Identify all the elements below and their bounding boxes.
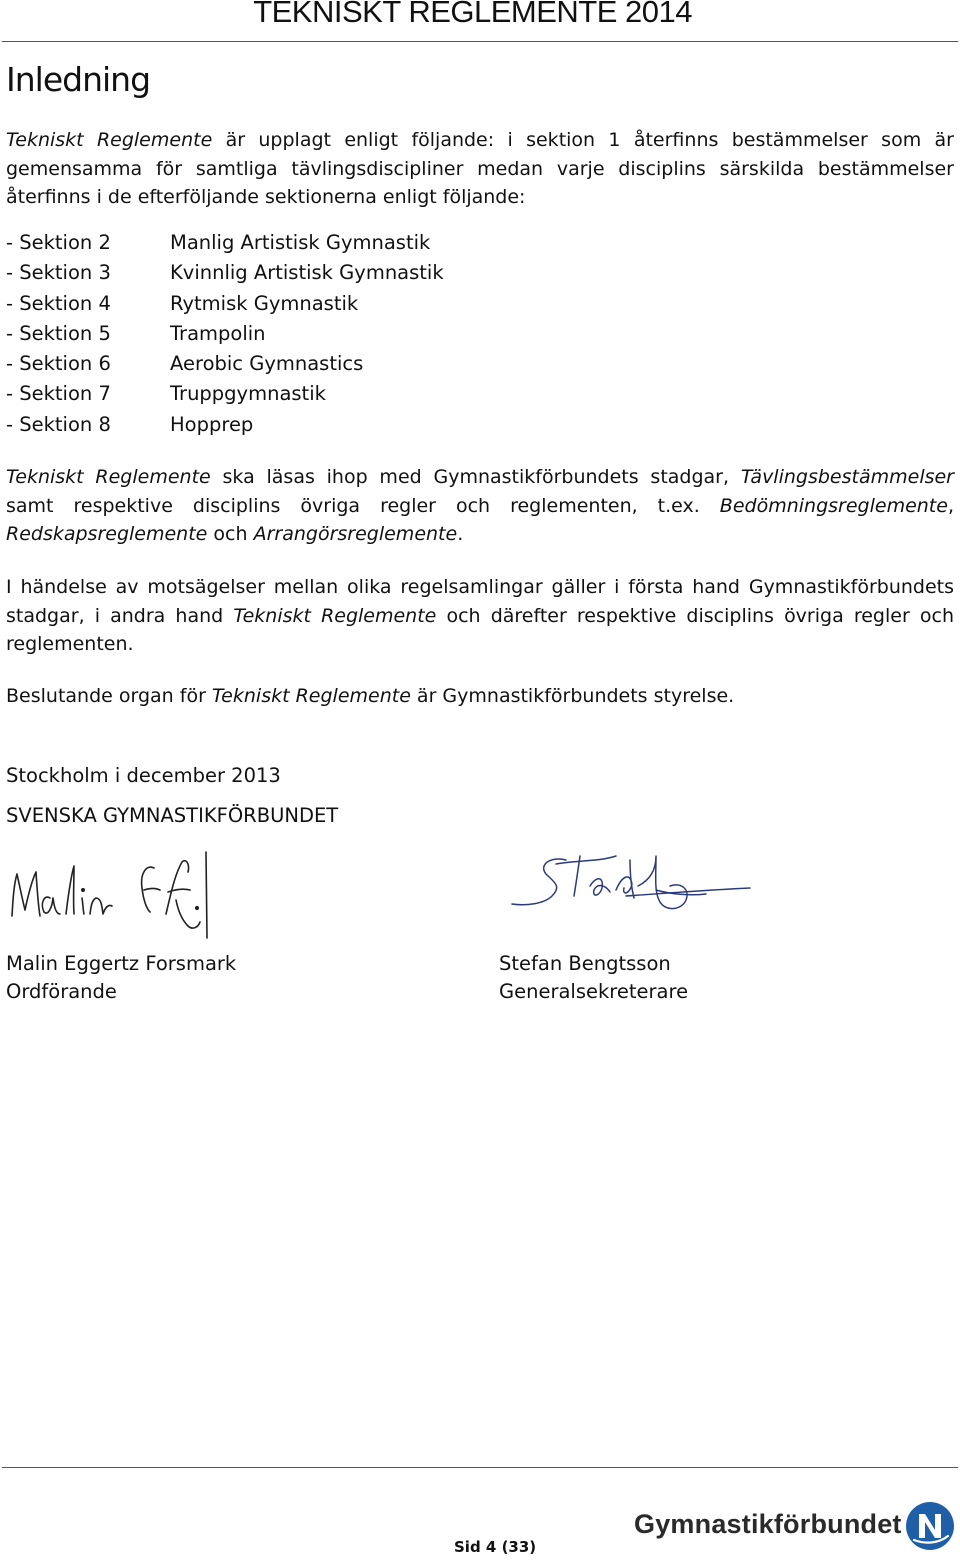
italic-term: Tävlingsbestämmelser: [740, 466, 954, 488]
page-number: Sid 4 (33): [454, 1538, 537, 1556]
related-rules-paragraph: [6, 463, 954, 549]
section-name: Trampolin: [170, 321, 266, 345]
section-number: - Sektion 8: [6, 412, 111, 436]
page-heading: Inledning: [6, 60, 151, 99]
signature-malin: [4, 848, 210, 943]
paragraph-text: samt respektive disciplins övriga regler och reglementen, t.ex.: [6, 494, 720, 517]
paragraph-text: Beslutande organ för: [6, 685, 212, 707]
section-name: Kvinnlig Artistisk Gymnastik: [170, 261, 444, 285]
section-number: - Sektion 7: [6, 382, 111, 406]
intro-paragraph: [6, 126, 954, 212]
signatory-name: Stefan Bengtsson: [499, 952, 671, 975]
document-header-title: TEKNISKT REGLEMENTE 2014: [253, 0, 692, 29]
section-name: Truppgymnastik: [170, 382, 326, 406]
paragraph-text: och: [207, 523, 254, 545]
precedence-paragraph: [6, 573, 954, 659]
section-name: Hopprep: [170, 412, 254, 436]
italic-term: Arrangörsreglemente: [253, 523, 458, 545]
italic-term: Redskapsreglemente: [6, 523, 208, 545]
organization-logo-text: Gymnastikförbundet: [634, 1509, 902, 1539]
paragraph-text: är upplagt enligt följande: i sektion 1 återfinns bestämmelser som är gemensamma för samtliga tävlingsdiscipliner medan varje disciplins särskilda bestämmelser återfinns i de efterföljande sektionerna enligt följande:: [6, 129, 954, 208]
italic-term: Tekniskt Reglemente: [211, 685, 411, 707]
section-name: Rytmisk Gymnastik: [170, 291, 359, 315]
paragraph-text: ska läsas ihop med Gymnastikförbundets stadgar,: [210, 466, 741, 488]
section-name: Aerobic Gymnastics: [170, 352, 364, 376]
organization-name: SVENSKA GYMNASTIKFÖRBUNDET: [6, 804, 339, 827]
section-number: - Sektion 3: [6, 261, 111, 285]
italic-term: Tekniskt Reglemente: [6, 129, 213, 151]
footer-divider: [2, 1467, 958, 1468]
paragraph-text: .: [457, 523, 464, 545]
section-number: - Sektion 5: [6, 321, 111, 345]
section-name: Manlig Artistisk Gymnastik: [170, 231, 431, 254]
section-number: - Sektion 2: [6, 231, 111, 254]
signatory-role: Ordförande: [6, 980, 117, 1003]
section-number: - Sektion 6: [6, 352, 111, 376]
place-date: Stockholm i december 2013: [6, 764, 281, 787]
signature-stefan: [506, 846, 754, 936]
paragraph-text: är Gymnastikförbundets styrelse.: [410, 685, 735, 707]
decision-body-paragraph: [6, 682, 954, 711]
paragraph-text: I händelse av motsägelser mellan olika regelsamlingar gäller i första hand Gymnastikförbundets stadgar, i andra hand: [6, 576, 954, 627]
paragraph-text: och därefter respektive disciplins övriga regler och reglementen.: [6, 604, 954, 655]
paragraph-text: ,: [947, 494, 954, 517]
signatory-name: Malin Eggertz Forsmark: [6, 952, 237, 975]
italic-term: Bedömningsreglemente: [719, 494, 948, 517]
section-number: - Sektion 4: [6, 291, 111, 315]
header-divider: [2, 41, 958, 42]
italic-term: Tekniskt Reglemente: [6, 466, 211, 488]
signatory-role: Generalsekreterare: [499, 980, 689, 1003]
italic-term: Tekniskt Reglemente: [233, 604, 437, 627]
gymnastikforbundet-logo-icon: [904, 1500, 956, 1552]
